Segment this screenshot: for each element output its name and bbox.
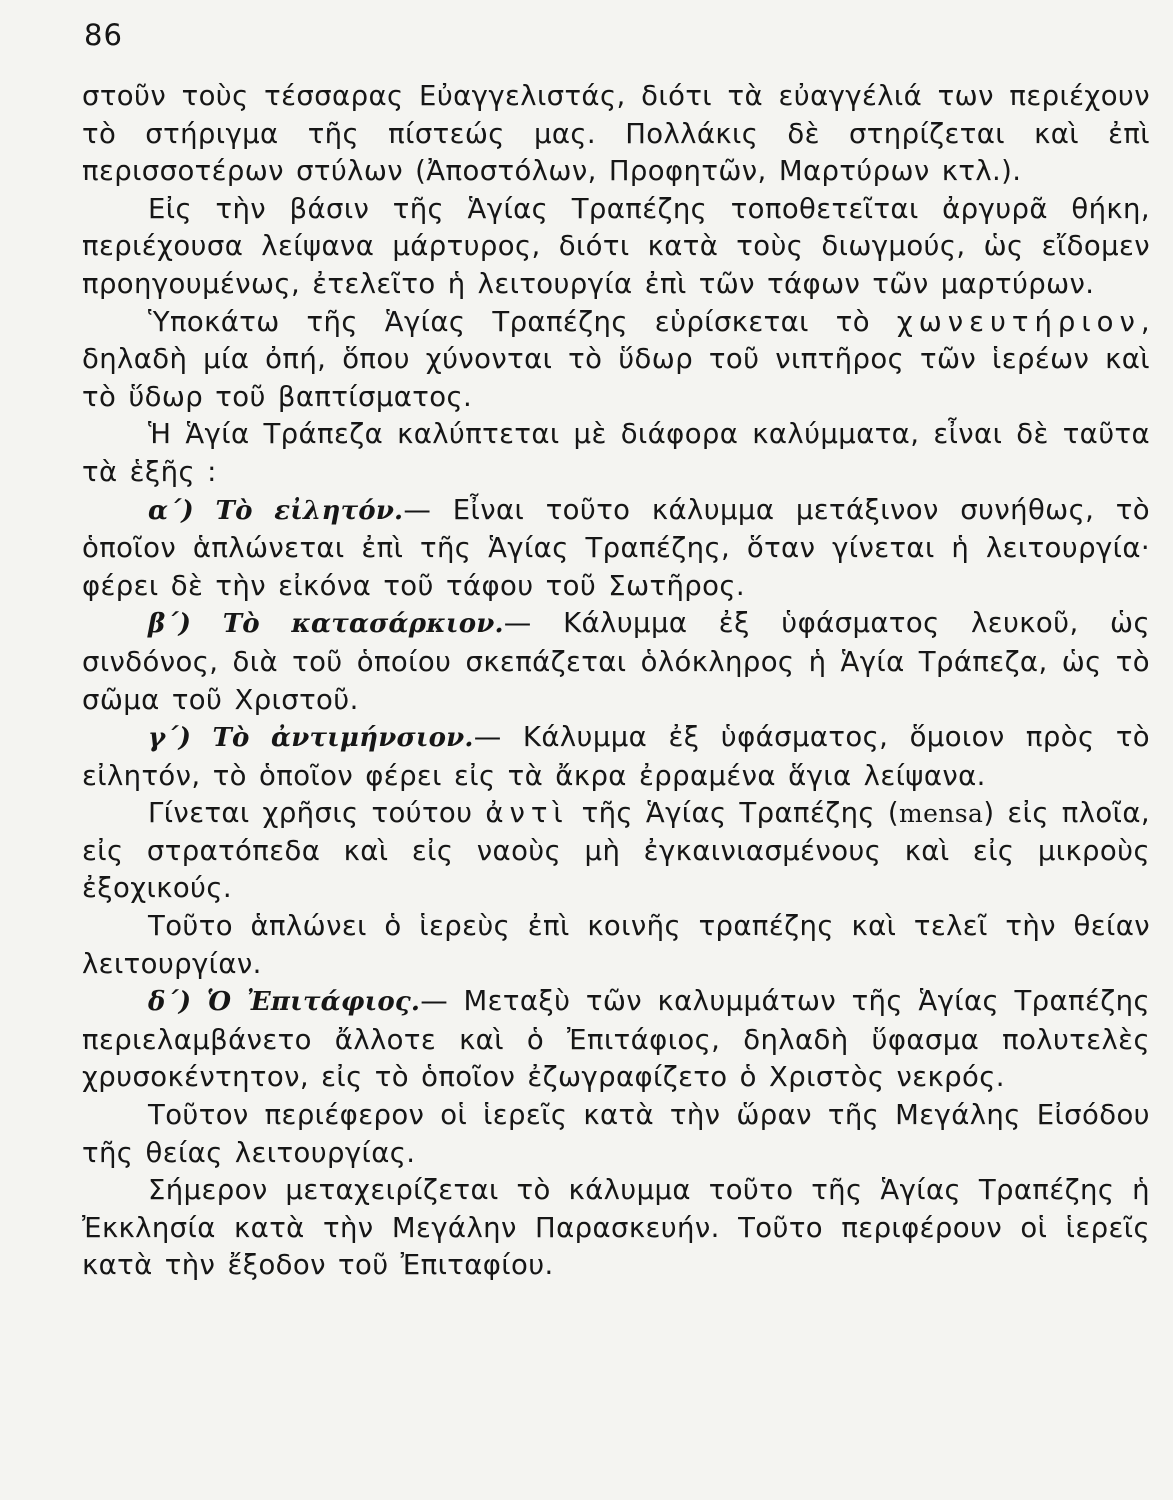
paragraph [82, 1172, 1150, 1285]
paragraph [82, 416, 1150, 491]
text-run: Τοῦτο ἁπλώνει ὁ ἱερεὺς ἐπὶ κοινῆς τραπέζης καὶ τελεῖ τὴν θείαν λειτουργίαν. [82, 910, 1150, 980]
text-run: Εἰς τὴν βάσιν τῆς Ἁγίας Τραπέζης τοποθετεῖται ἀργυρᾶ θήκη, περιέχουσα λείψανα μάρτυρος, διότι κατὰ τοὺς διωγμούς, ὡς εἴδομεν προηγουμένως, ἐτελεῖτο ἡ λειτουργία ἐπὶ τῶν τάφων τῶν μαρτύρων. [82, 192, 1150, 300]
term-heading: γ΄) Τὸ ἀντιμήνσιον. [148, 723, 474, 754]
text-run: ) εἰς πλοῖα, εἰς στρατόπεδα καὶ εἰς ναοὺς μὴ ἐγκαινιασμένους καὶ εἰς μικροὺς ἐξοχικούς. [82, 797, 1150, 905]
paragraph [82, 304, 1150, 417]
paragraph [82, 191, 1150, 304]
paragraph [82, 605, 1150, 719]
text-run: τῆς Ἁγίας Τραπέζης ( [568, 797, 899, 830]
text-run: Τοῦτον περιέφερον οἱ ἱερεῖς κατὰ τὴν ὥραν τῆς Μεγάλης Εἰσόδου τῆς θείας λειτουργίας. [82, 1099, 1150, 1169]
term-heading: δ΄) Ὁ Ἐπιτάφιος. [148, 987, 421, 1018]
text-run: Ὑποκάτω τῆς Ἁγίας Τραπέζης εὑρίσκεται τὸ [148, 305, 897, 338]
text-run: Σήμερον μεταχειρίζεται τὸ κάλυμμα τοῦτο τῆς Ἁγίας Τραπέζης ἡ Ἐκκλησία κατὰ τὴν Μεγάλην Παρασκευήν. Τοῦτο περιφέρουν οἱ ἱερεῖς κατὰ τὴν ἔξοδον τοῦ Ἐπιταφίου. [82, 1174, 1150, 1282]
page-number: 86 [84, 18, 123, 52]
text-run: , δηλαδὴ μία ὀπή, ὅπου χύνονται τὸ ὕδωρ τοῦ νιπτῆρος τῶν ἱερέων καὶ τὸ ὕδωρ τοῦ βαπτίσματος. [82, 305, 1150, 413]
paragraph [82, 908, 1150, 983]
paragraph [82, 795, 1150, 908]
paragraph [82, 492, 1150, 606]
text-run: στοῦν τοὺς τέσσαρας Εὐαγγελιστάς, διότι τὰ εὐαγγέλιά των περιέχουν τὸ στήριγμα τῆς πίστεώς μας. Πολλάκις δὲ στηρίζεται καὶ ἐπὶ περισσοτέρων στύλων (Ἀποστόλων, Προφητῶν, Μαρτύρων κτλ.). [82, 80, 1150, 188]
text-run: Γίνεται χρῆσις τούτου [148, 797, 486, 830]
text-run: — Μεταξὺ τῶν καλυμμάτων τῆς Ἁγίας Τραπέζης περιελαμβάνετο ἄλλοτε καὶ ὁ Ἐπιτάφιος, δηλαδὴ ὕφασμα πολυτελὲς χρυσοκέντητον, εἰς τὸ ὁποῖον ἐζωγραφίζετο ὁ Χριστὸς νεκρός. [82, 985, 1151, 1094]
paragraph [82, 983, 1150, 1097]
paragraph [82, 78, 1150, 191]
paragraph [82, 1097, 1150, 1172]
text-run: — Κάλυμμα ἐξ ὑφάσματος, ὅμοιον πρὸς τὸ εἰλητόν, τὸ ὁποῖον φέρει εἰς τὰ ἄκρα ἐρραμένα ἅγια λείψανα. [82, 721, 1151, 792]
text-run: Ἡ Ἁγία Τράπεζα καλύπτεται μὲ διάφορα καλύμματα, εἶναι δὲ ταῦτα τὰ ἑξῆς : [82, 418, 1150, 488]
term-heading: α΄) Τὸ εἰλητόν. [148, 495, 404, 526]
text-run: — Κάλυμμα ἐξ ὑφάσματος λευκοῦ, ὡς σινδόνος, διὰ τοῦ ὁποίου σκεπάζεται ὁλόκληρος ἡ Ἁγία Τράπεζα, ὡς τὸ σῶμα τοῦ Χριστοῦ. [82, 607, 1151, 716]
term-heading: β΄) Τὸ κατασάρκιον. [148, 609, 504, 640]
text-run: mensa [898, 799, 984, 829]
text-run: — Εἶναι τοῦτο κάλυμμα μετάξινον συνήθως, τὸ ὁποῖον ἁπλώνεται ἐπὶ τῆς Ἁγίας Τραπέζης, ὅταν γίνεται ἡ λειτουργία· φέρει δὲ τὴν εἰκόνα τοῦ τάφου τοῦ Σωτῆρος. [82, 493, 1150, 602]
text-run: ἀντὶ [485, 797, 569, 830]
paragraph [82, 719, 1150, 795]
body-text [82, 78, 1150, 1285]
text-run: χωνευτήριον [896, 305, 1141, 338]
